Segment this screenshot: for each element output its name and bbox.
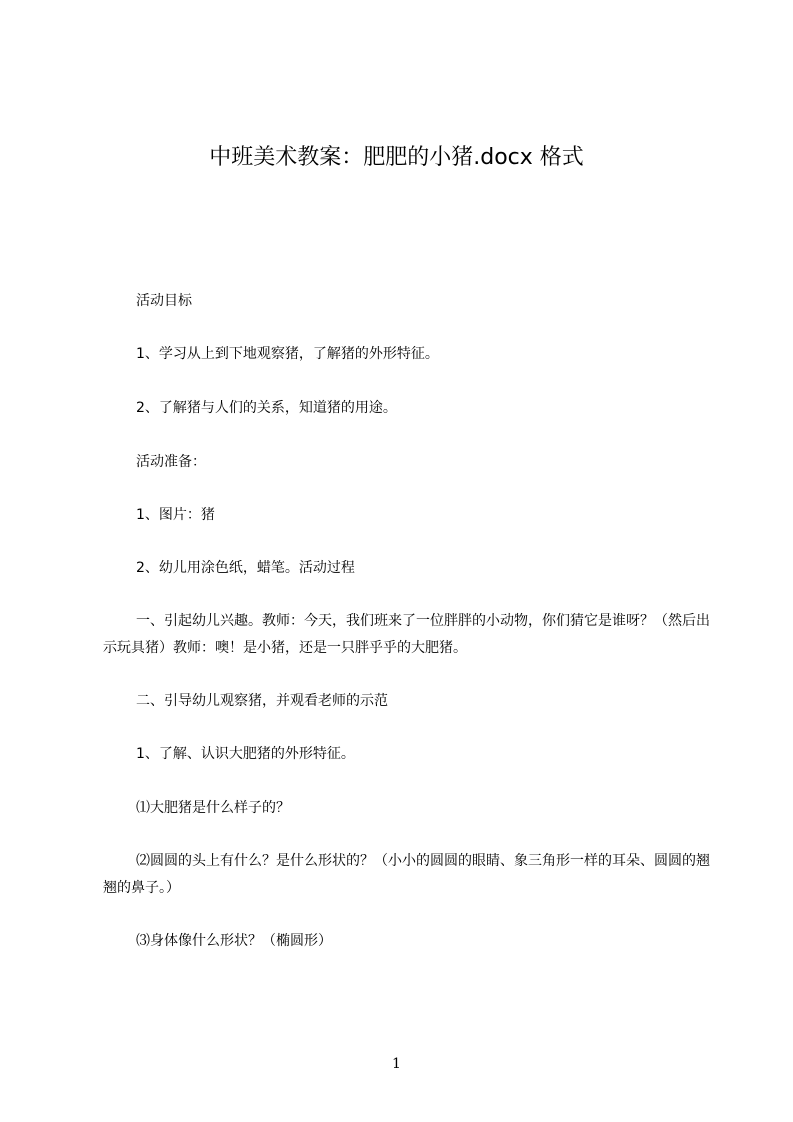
paragraph-10: ⑴大肥猪是什么样子的？: [136, 800, 290, 816]
paragraph-9: 1、了解、认识大肥猪的外形特征。: [136, 746, 355, 762]
paragraph-5: 1、图片：猪: [136, 507, 215, 523]
paragraph-1: 活动目标: [136, 293, 192, 309]
paragraph-8: 二、引导幼儿观察猪，并观看老师的示范: [136, 693, 388, 709]
paragraph-6: 2、幼儿用涂色纸，蜡笔。活动过程: [136, 560, 355, 576]
paragraph-7: 一、引起幼儿兴趣。教师：今天，我们班来了一位胖胖的小动物，你们猜它是谁呀？（然后出示玩具猪）教师：噢！是小猪，还是一只胖乎乎的大肥猪。: [103, 613, 710, 656]
document-title: 中班美术教案：肥肥的小猪.docx 格式: [209, 145, 584, 170]
paragraph-4: 活动准备：: [136, 454, 206, 470]
paragraph-11: ⑵圆圆的头上有什么？是什么形状的？（小小的圆圆的眼睛、象三角形一样的耳朵、圆圆的翘翘的鼻子。）: [103, 853, 710, 896]
page-number: 1: [392, 1056, 401, 1072]
paragraph-2: 1、学习从上到下地观察猪，了解猪的外形特征。: [136, 346, 439, 362]
paragraph-3: 2、了解猪与人们的关系，知道猪的用途。: [136, 400, 397, 416]
paragraph-12: ⑶身体像什么形状？（椭圆形）: [136, 933, 332, 949]
